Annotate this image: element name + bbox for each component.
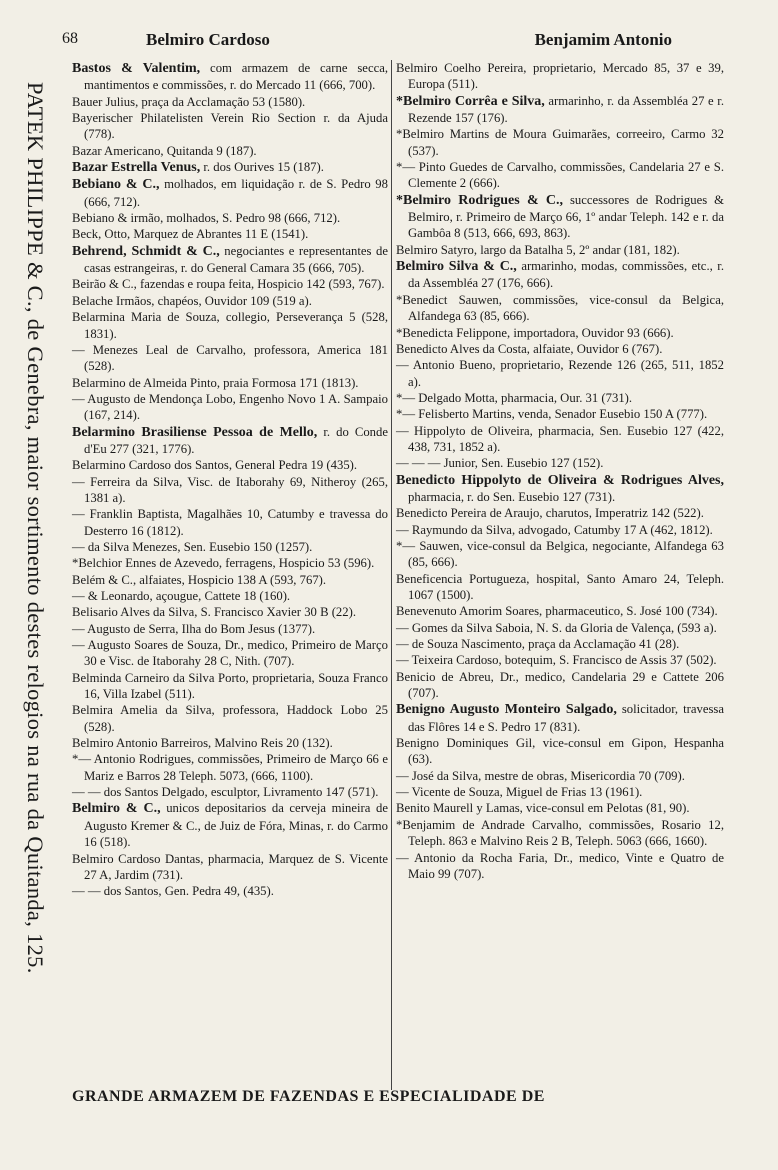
directory-entry (72, 604, 388, 620)
directory-entry (396, 603, 724, 619)
directory-entry (396, 850, 724, 883)
entry-text: *Benjamim de Andrade Carvalho, commissões, Rosario 12, Teleph. 863 e Malvino Reis 2 B, Teleph. 5063 (666, 1660). (396, 817, 724, 849)
entry-text: — Augusto de Mendonça Lobo, Engenho Novo 1 A. Sampaio (167, 214). (72, 391, 388, 423)
directory-entry (72, 143, 388, 159)
entry-text: — da Silva Menezes, Sen. Eusebio 150 (1257). (72, 539, 313, 554)
directory-entry (396, 817, 724, 850)
entry-text: molhados, em liquidação r. de S. Pedro 98 (666, 712). (84, 177, 388, 209)
entry-text: — Augusto de Serra, Ilha do Bom Jesus (1377). (72, 621, 316, 636)
directory-entry (72, 621, 388, 637)
entry-name: Bazar Estrella Venus, (72, 160, 201, 176)
directory-entry (72, 751, 388, 784)
directory-entry (396, 768, 724, 784)
entry-text: Belarmino Cardoso dos Santos, General Pedra 19 (435). (72, 458, 358, 473)
entry-name: Belmiro & C., (72, 801, 161, 817)
footer-advertisement: GRANDE ARMAZEM DE FAZENDAS E ESPECIALIDADE DE (72, 1088, 545, 1105)
right-column (396, 60, 724, 882)
entry-text: pharmacia, r. do Sen. Eusebio 127 (731). (408, 489, 616, 504)
directory-entry (396, 292, 724, 325)
entry-text: — Gomes da Silva Saboia, N. S. da Gloria de Valença, (593 a). (396, 620, 717, 635)
entry-text: — José da Silva, mestre de obras, Misericordia 70 (709). (396, 768, 685, 783)
right-running-head: Benjamim Antonio (534, 30, 672, 49)
entry-text: negociantes e representantes de casas estrangeiras, r. do General Camara 35 (666, 705). (84, 243, 388, 276)
directory-entry (72, 883, 388, 899)
directory-entry (72, 342, 388, 375)
directory-entry (72, 424, 388, 458)
entry-text: *Benedicta Felippone, importadora, Ouvidor 93 (666). (396, 325, 674, 340)
entry-text: Bayerischer Philatelisten Verein Rio Section r. da Ajuda (778). (72, 111, 388, 142)
entry-text: Belmira Amelia da Silva, professora, Haddock Lobo 25 (528). (72, 703, 388, 734)
entry-text: *— Delgado Motta, pharmacia, Our. 31 (731). (396, 390, 633, 405)
directory-entry (72, 702, 388, 735)
directory-entry (72, 110, 388, 143)
directory-entry (396, 701, 724, 735)
directory-entry (396, 341, 724, 357)
directory-entry (72, 210, 388, 226)
directory-entry (396, 93, 724, 127)
entry-name: Belarmino Brasiliense Pessoa de Mello, (72, 424, 318, 440)
directory-entry (72, 572, 388, 588)
column-divider (391, 60, 392, 1090)
left-running-head: Belmiro Cardoso (146, 30, 270, 49)
directory-entry (396, 538, 724, 571)
entry-text: Bazar Americano, Quitanda 9 (187). (72, 143, 257, 158)
entry-text: Belmiro Antonio Barreiros, Malvino Reis 20 (132). (72, 736, 333, 751)
entry-name: Behrend, Schmidt & C., (72, 243, 220, 259)
directory-entry (396, 192, 724, 242)
directory-entry (72, 539, 388, 555)
page-number: 68 (62, 30, 78, 47)
directory-entry (72, 309, 388, 342)
entry-text: armarinho, r. da Assembléa 27 e r. Rezende 157 (176). (408, 93, 724, 126)
directory-entry (72, 474, 388, 507)
entry-text: — — — Junior, Sen. Eusebio 127 (152). (396, 456, 604, 471)
directory-entry (72, 176, 388, 210)
directory-entry (396, 390, 724, 406)
entry-text: Belmiro Cardoso Dantas, pharmacia, Marquez de S. Vicente 27 A, Jardim (731). (72, 851, 388, 882)
entry-text: Benicio de Abreu, Dr., medico, Candelaria 29 e Cattete 206 (707). (396, 669, 724, 701)
entry-text: — — dos Santos, Gen. Pedra 49, (435). (72, 884, 274, 899)
entry-text: *Belmiro Martins de Moura Guimarães, correeiro, Carmo 32 (537). (396, 127, 724, 158)
directory-entry (396, 620, 724, 636)
directory-entry (396, 669, 724, 702)
entry-text: Belisario Alves da Silva, S. Francisco Xavier 30 B (22). (72, 605, 357, 620)
directory-entry (396, 406, 724, 422)
directory-entry (396, 325, 724, 341)
entry-name: *Belmiro Corrêa e Silva, (396, 93, 545, 109)
entry-text: — Ferreira da Silva, Visc. de Itaborahy 69, Nitheroy (265, 1381 a). (72, 474, 388, 505)
entry-text: Benevenuto Amorim Soares, pharmaceutico, S. José 100 (734). (396, 604, 718, 619)
directory-entry (72, 60, 388, 94)
entry-name: Bebiano & C., (72, 177, 160, 193)
entry-text: — Antonio da Rocha Faria, Dr., medico, Vinte e Quatro de Maio 99 (707). (396, 850, 724, 881)
directory-entry (72, 555, 388, 571)
directory-entry (396, 571, 724, 604)
directory-entry (72, 276, 388, 292)
vertical-advertisement (4, 82, 68, 1082)
directory-entry (72, 243, 388, 277)
entry-text: — Augusto Soares de Souza, Dr., medico, Primeiro de Março 30 e Visc. de Itaborahy 28 C, Nith. (707). (72, 638, 388, 669)
entry-text: — Menezes Leal de Carvalho, professora, America 181 (528). (72, 342, 388, 374)
directory-entry (396, 258, 724, 292)
entry-text: Belarmina Maria de Souza, collegio, Perseverança 5 (528, 1831). (72, 310, 388, 341)
entry-text: Beneficencia Portugueza, hospital, Santo Amaro 24, Teleph. 1067 (1500). (396, 571, 724, 602)
entry-name: Bastos & Valentim, (72, 61, 201, 76)
directory-entry (396, 472, 724, 506)
entry-text: — Vicente de Souza, Miguel de Frias 13 (1961). (396, 785, 643, 800)
directory-entry (72, 588, 388, 604)
directory-entry (396, 159, 724, 192)
entry-name: Benigno Augusto Monteiro Salgado, (396, 702, 617, 718)
directory-entry (396, 784, 724, 800)
entry-text: r. dos Ourives 15 (187). (200, 160, 324, 175)
directory-entry (396, 636, 724, 652)
entry-text: *— Sauwen, vice-consul da Belgica, negociante, Alfandega 63 (85, 666). (396, 538, 724, 570)
entry-text: — — dos Santos Delgado, esculptor, Livramento 147 (571). (72, 785, 379, 800)
directory-entry (396, 60, 724, 93)
directory-entry (72, 375, 388, 391)
directory-entry (72, 506, 388, 539)
entry-text: Belminda Carneiro da Silva Porto, proprietaria, Souza Franco 16, Villa Izabel (511). (72, 670, 388, 702)
entry-text: *Benedict Sauwen, commissões, vice-consul da Belgica, Alfandega 63 (85, 666). (396, 292, 724, 324)
directory-entry (396, 126, 724, 159)
entry-text: Bauer Julius, praça da Acclamação 53 (1580). (72, 94, 306, 109)
directory-entry (396, 522, 724, 538)
directory-entry (396, 423, 724, 456)
directory-entry (396, 735, 724, 768)
entry-text: — Teixeira Cardoso, botequim, S. Francisco de Assis 37 (502). (396, 653, 717, 668)
entry-text: com armazem de carne secca, mantimentos e commissões, r. do Mercado 11 (666, 700). (84, 61, 389, 93)
entry-text: Belmiro Satyro, largo da Batalha 5, 2º andar (181, 182). (396, 242, 680, 257)
entry-text: *— Pinto Guedes de Carvalho, commissões, Candelaria 27 e S. Clemente 2 (666). (396, 160, 724, 191)
entry-text: — Antonio Bueno, proprietario, Rezende 126 (265, 511, 1852 a). (396, 358, 724, 389)
entry-text: Beck, Otto, Marquez de Abrantes 11 E (1541). (72, 227, 309, 242)
entry-text: — & Leonardo, açougue, Cattete 18 (160). (72, 589, 291, 603)
directory-entry (396, 455, 724, 471)
directory-entry (396, 505, 724, 521)
entry-text: — Raymundo da Silva, advogado, Catumby 17 A (462, 1812). (396, 522, 713, 537)
entry-text: Belarmino de Almeida Pinto, praia Formosa 171 (1813). (72, 375, 359, 390)
entry-text: Belmiro Coelho Pereira, proprietario, Mercado 85, 37 e 39, Europa (511). (396, 61, 724, 92)
left-column (72, 60, 388, 900)
entry-text: Bebiano & irmão, molhados, S. Pedro 98 (666, 712). (72, 211, 341, 226)
directory-entry (396, 800, 724, 816)
directory-entry (72, 735, 388, 751)
entry-text: unicos depositarios da cerveja mineira de Augusto Kremer & C., de Juiz de Fóra, Minas, r. do Carmo 16 (518). (84, 801, 388, 850)
entry-text: *Belchior Ennes de Azevedo, ferragens, Hospicio 53 (596). (72, 556, 375, 571)
directory-entry (72, 800, 388, 850)
directory-entry (396, 242, 724, 258)
directory-entry (72, 670, 388, 703)
entry-text: Benito Maurell y Lamas, vice-consul em Pelotas (81, 90). (396, 801, 690, 816)
entry-text: Benedicto Pereira de Araujo, charutos, Imperatriz 142 (522). (396, 506, 704, 521)
entry-text: Benigno Dominiques Gil, vice-consul em Gipon, Hespanha (63). (396, 736, 724, 767)
entry-text: — de Souza Nascimento, praça da Acclamação 41 (28). (396, 637, 680, 652)
directory-entry (72, 94, 388, 110)
directory-entry (396, 357, 724, 390)
directory-entry (72, 159, 388, 176)
entry-name: Benedicto Hippolyto de Oliveira & Rodrigues Alves, (396, 472, 724, 488)
directory-entry (72, 637, 388, 670)
entry-text: — Hippolyto de Oliveira, pharmacia, Sen. Eusebio 127 (422, 438, 731, 1852 a). (396, 423, 724, 454)
entry-text: Belache Irmãos, chapéos, Ouvidor 109 (519 a). (72, 293, 312, 308)
directory-entry (72, 457, 388, 473)
directory-entry (72, 851, 388, 884)
entry-text: r. do Conde d'Eu 277 (321, 1776). (84, 424, 388, 456)
entry-name: *Belmiro Rodrigues & C., (396, 192, 563, 208)
entry-text: *— Antonio Rodrigues, commissões, Primeiro de Março 66 e Mariz e Barros 28 Teleph. 5073, (666, 1100). (72, 752, 388, 783)
page-header (62, 30, 752, 54)
entry-text: Beirão & C., fazendas e roupa feita, Hospicio 142 (593, 767). (72, 277, 385, 292)
directory-entry (72, 293, 388, 309)
directory-entry (72, 391, 388, 424)
vertical-advertisement-text: PATEK PHILIPPE & C., de Genebra, maior sortimento destes relogios na rua da Quitanda, 125. (23, 82, 48, 974)
entry-text: solicitador, travessa das Flôres 14 e S. Pedro 17 (831). (408, 702, 724, 734)
directory-entry (396, 652, 724, 668)
entry-text: *— Felisberto Martins, venda, Senador Eusebio 150 A (777). (396, 407, 708, 422)
entry-text: Benedicto Alves da Costa, alfaiate, Ouvidor 6 (767). (396, 341, 663, 356)
entry-text: — Franklin Baptista, Magalhães 10, Catumby e travessa do Desterro 16 (1812). (72, 507, 388, 538)
directory-entry (72, 784, 388, 800)
entry-text: Belém & C., alfaiates, Hospicio 138 A (593, 767). (72, 572, 327, 587)
entry-text: armarinho, modas, commissões, etc., r. da Assembléa 27 (176, 666). (408, 259, 724, 291)
entry-name: Belmiro Silva & C., (396, 259, 517, 275)
entry-text: successores de Rodrigues & Belmiro, r. Primeiro de Março 66, 1º andar Teleph. 142 e r. da Gambôa 8 (513, 666, 693, 863). (408, 192, 724, 241)
directory-entry (72, 226, 388, 242)
